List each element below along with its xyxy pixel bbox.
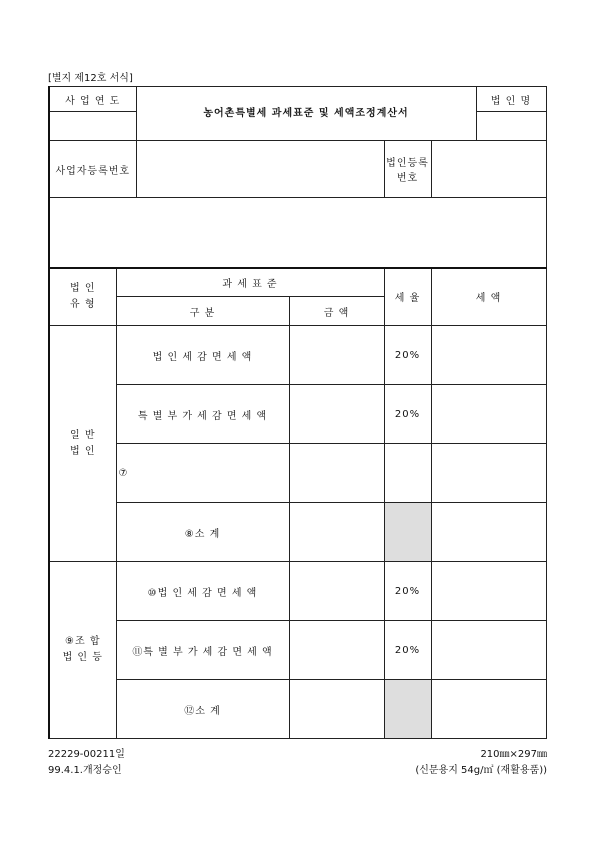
general-group-label: 일 반 법 인: [49, 326, 116, 562]
coop-row-1-rate: 20%: [384, 562, 431, 621]
general-row-1-amount[interactable]: [289, 326, 384, 385]
coop-row-2-amount[interactable]: [289, 621, 384, 680]
approval-date: 99.4.1.개정승인: [48, 765, 122, 776]
general-subtotal-amount[interactable]: [289, 503, 384, 562]
corp-name-value[interactable]: [476, 112, 546, 141]
corp-name-label: 법 인 명: [476, 87, 546, 112]
coop-row-2-tax[interactable]: [431, 621, 546, 680]
coop-subtotal-label: ⑫소 계: [116, 680, 289, 739]
business-year-label: 사 업 연 도: [49, 87, 136, 112]
general-row-3-label: ⑦: [116, 444, 289, 503]
coop-row-1-label: ⑩법 인 세 감 면 세 액: [116, 562, 289, 621]
coop-subtotal-amount[interactable]: [289, 680, 384, 739]
blank-section: [49, 198, 546, 268]
form-label: [별지 제12호 서식]: [48, 73, 133, 84]
coop-subtotal-tax[interactable]: [431, 680, 546, 739]
business-year-value[interactable]: [49, 112, 136, 141]
general-row-1-label: 법 인 세 감 면 세 액: [116, 326, 289, 385]
general-subtotal-label: ⑧소 계: [116, 503, 289, 562]
coop-row-2-rate: 20%: [384, 621, 431, 680]
coop-row-1-amount[interactable]: [289, 562, 384, 621]
category-header: 구 분: [116, 297, 289, 326]
paper-size: 210㎜×297㎜: [480, 749, 547, 760]
tax-rate-header: 세 율: [384, 268, 431, 326]
general-row-2-label: 특 별 부 가 세 감 면 세 액: [116, 385, 289, 444]
coop-subtotal-rate: [384, 680, 431, 739]
general-row-1-rate: 20%: [384, 326, 431, 385]
corp-type-header: 법 인 유 형: [49, 268, 116, 326]
general-row-3-rate: [384, 444, 431, 503]
coop-row-2-label: ⑪특 별 부 가 세 감 면 세 액: [116, 621, 289, 680]
general-subtotal-rate: [384, 503, 431, 562]
general-row-2-tax[interactable]: [431, 385, 546, 444]
paper-spec: (신문용지 54g/㎡ (재활용품)): [415, 765, 547, 776]
general-row-2-amount[interactable]: [289, 385, 384, 444]
tax-amount-header: 세 액: [431, 268, 546, 326]
general-subtotal-tax[interactable]: [431, 503, 546, 562]
corp-reg-value[interactable]: [431, 141, 546, 198]
tax-base-header: 과 세 표 준: [116, 268, 384, 297]
form-code: 22229-00211일: [48, 749, 125, 760]
coop-row-1-tax[interactable]: [431, 562, 546, 621]
form-title: 농어촌특별세 과세표준 및 세액조정계산서: [136, 87, 476, 141]
tax-form-table: [48, 86, 547, 739]
corp-reg-label: 법인등록번호: [384, 141, 431, 198]
coop-group-label: ⑨조 합 법 인 등: [49, 562, 116, 739]
biz-reg-label: 사업자등록번호: [49, 141, 136, 198]
general-row-3-tax[interactable]: [431, 444, 546, 503]
biz-reg-value[interactable]: [136, 141, 384, 198]
general-row-2-rate: 20%: [384, 385, 431, 444]
general-row-3-amount[interactable]: [289, 444, 384, 503]
general-row-1-tax[interactable]: [431, 326, 546, 385]
amount-header: 금 액: [289, 297, 384, 326]
